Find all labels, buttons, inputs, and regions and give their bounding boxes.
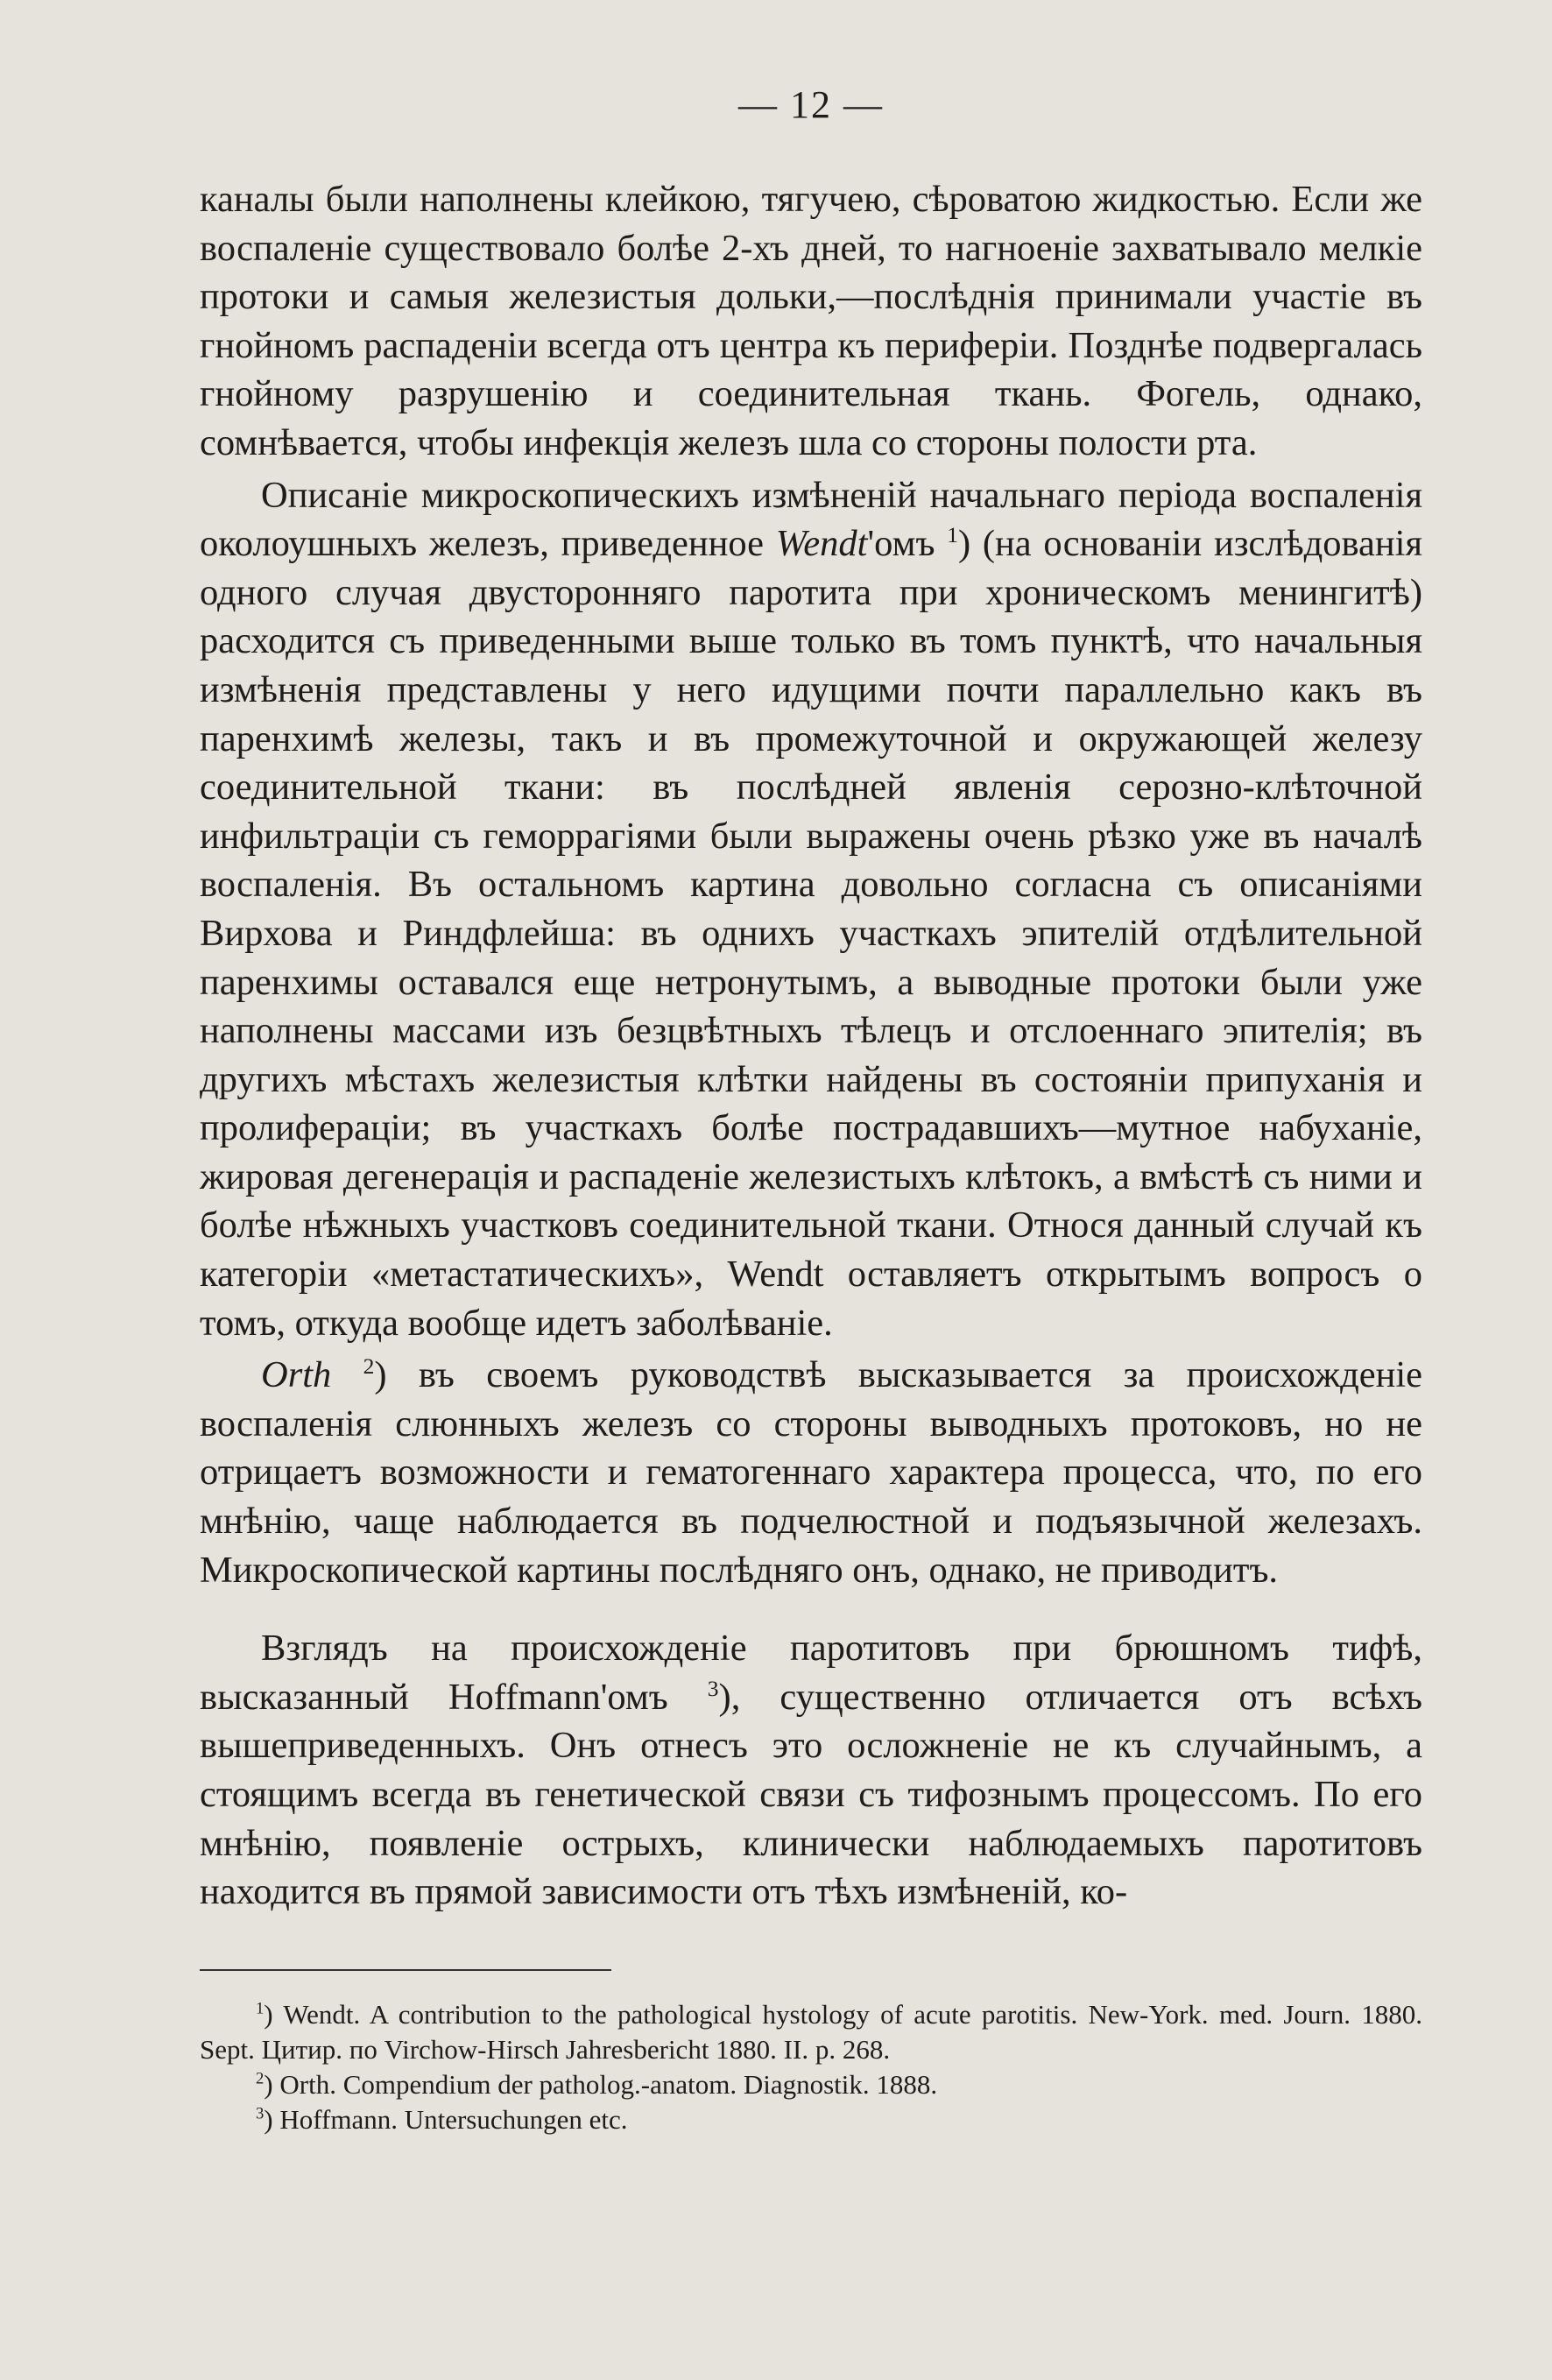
paragraph-3-text: ) въ своемъ руководствѣ высказывается за происхожденіе воспаленія слюнныхъ железъ со стороны выводныхъ протоковъ, но не отрицаетъ возможности и гематогеннаго характера процесса, что, по его мнѣнію, чаще наблюдается въ подчелюстной и подъязычной железахъ. Микроскопической картины послѣдняго онъ, однако, не приводитъ. <box>200 1354 1422 1591</box>
footnote-ref-2: 2 <box>363 1353 375 1380</box>
footnote-text: ) Hoffmann. Untersuchungen etc. <box>264 2103 628 2135</box>
paragraph-2-text-b: ) (на основаніи изслѣдованія одного случая двусторонняго паротита при хроническомъ менингитѣ) расходится съ приведенными выше только въ томъ пунктѣ, что начальныя измѣненія представлены у него идущими почти параллельно какъ въ паренхимѣ железы, такъ и въ промежуточной и окружающей железу соединительной ткани: въ послѣдней явленія серозно-клѣточной инфильтраціи съ геморрагіями были выражены очень рѣзко уже въ началѣ воспаленія. Въ остальномъ картина довольно согласна съ описаніями Вирхова и Риндфлейша: въ однихъ участкахъ эпителій отдѣлительной паренхимы оставался еще нетронутымъ, а выводные протоки были уже наполнены массами изъ безцвѣтныхъ тѣлецъ и отслоеннаго эпителія; въ другихъ мѣстахъ железистыя клѣтки найдены въ состояніи припуханія и пролифераціи; въ участкахъ болѣе пострадавшихъ—мутное набуханіе, жировая дегенерація и распаденіе железистыхъ клѣтокъ, а вмѣстѣ съ ними и болѣе нѣжныхъ участковъ соединительной ткани. Относя данный случай къ категоріи «метастатическихъ», Wendt оставляетъ открытымъ вопросъ о томъ, откуда вообще идетъ заболѣваніе. <box>200 523 1422 1344</box>
footnote-mark: 2 <box>256 2069 265 2088</box>
footnote-text: ) Wendt. A contribution to the pathological hystology of acute parotitis. New-York. med. Journ. 1880. Sept. Цитир. по Virchow-Hirsch Jahresbericht 1880. II. p. 268. <box>200 1998 1422 2065</box>
footnotes <box>200 1997 1422 2137</box>
footnote-ref-1: 1 <box>947 522 958 547</box>
paragraph-1: каналы были наполнены клейкою, тягучею, сѣроватою жидкостью. Если же воспаленіе существовало болѣе 2-хъ дней, то нагноеніе захватывало мелкіе протоки и самыя железистыя дольки,—послѣднія принимали участіе въ гнойномъ распаденіи всегда отъ центра къ периферіи. Позднѣе подвергалась гнойному разрушенію и соединительная ткань. Фогель, однако, сомнѣвается, чтобы инфекція железъ шла со стороны полости рта. <box>200 179 1422 463</box>
paragraph-4-text-b: ), существенно отличается отъ всѣхъ вышеприведенныхъ. Онъ отнесъ это осложненіе не къ случайнымъ, а стоящимъ всегда въ генетической связи съ тифознымъ процессомъ. По его мнѣнію, появленіе острыхъ, клинически наблюдаемыхъ паротитовъ находится въ прямой зависимости отъ тѣхъ измѣненій, ко- <box>200 1676 1422 1913</box>
paragraph-2 <box>200 471 1422 1348</box>
footnote-2 <box>200 2067 1422 2102</box>
paragraph-2-suffix: 'омъ <box>867 523 948 565</box>
footnote-1 <box>200 1997 1422 2067</box>
author-name-wendt: Wendt <box>775 523 868 565</box>
footnote-text: ) Orth. Compendium der patholog.-anatom. Diagnostik. 1888. <box>264 2068 938 2100</box>
footnote-mark: 3 <box>256 2104 265 2123</box>
paragraph-4-text-a: Взглядъ на происхожденіе паротитовъ при брюшномъ тифѣ, высказанный Hoffmann'омъ <box>200 1628 1422 1718</box>
footnote-ref-3: 3 <box>707 1675 719 1701</box>
paragraph-4 <box>200 1624 1422 1917</box>
author-name-orth: Orth <box>261 1354 332 1396</box>
footnote-divider <box>200 1969 611 1971</box>
paragraph-3 <box>200 1351 1422 1594</box>
page-number: — 12 — <box>738 83 884 126</box>
footnote-mark: 1 <box>256 1999 265 2018</box>
paragraph-2-text-a: Описаніе микроскопическихъ измѣненій начальнаго періода воспаленія околоушныхъ железъ, приведенное <box>200 474 1422 565</box>
footnote-3 <box>200 2102 1422 2137</box>
body-text <box>200 175 1422 1917</box>
